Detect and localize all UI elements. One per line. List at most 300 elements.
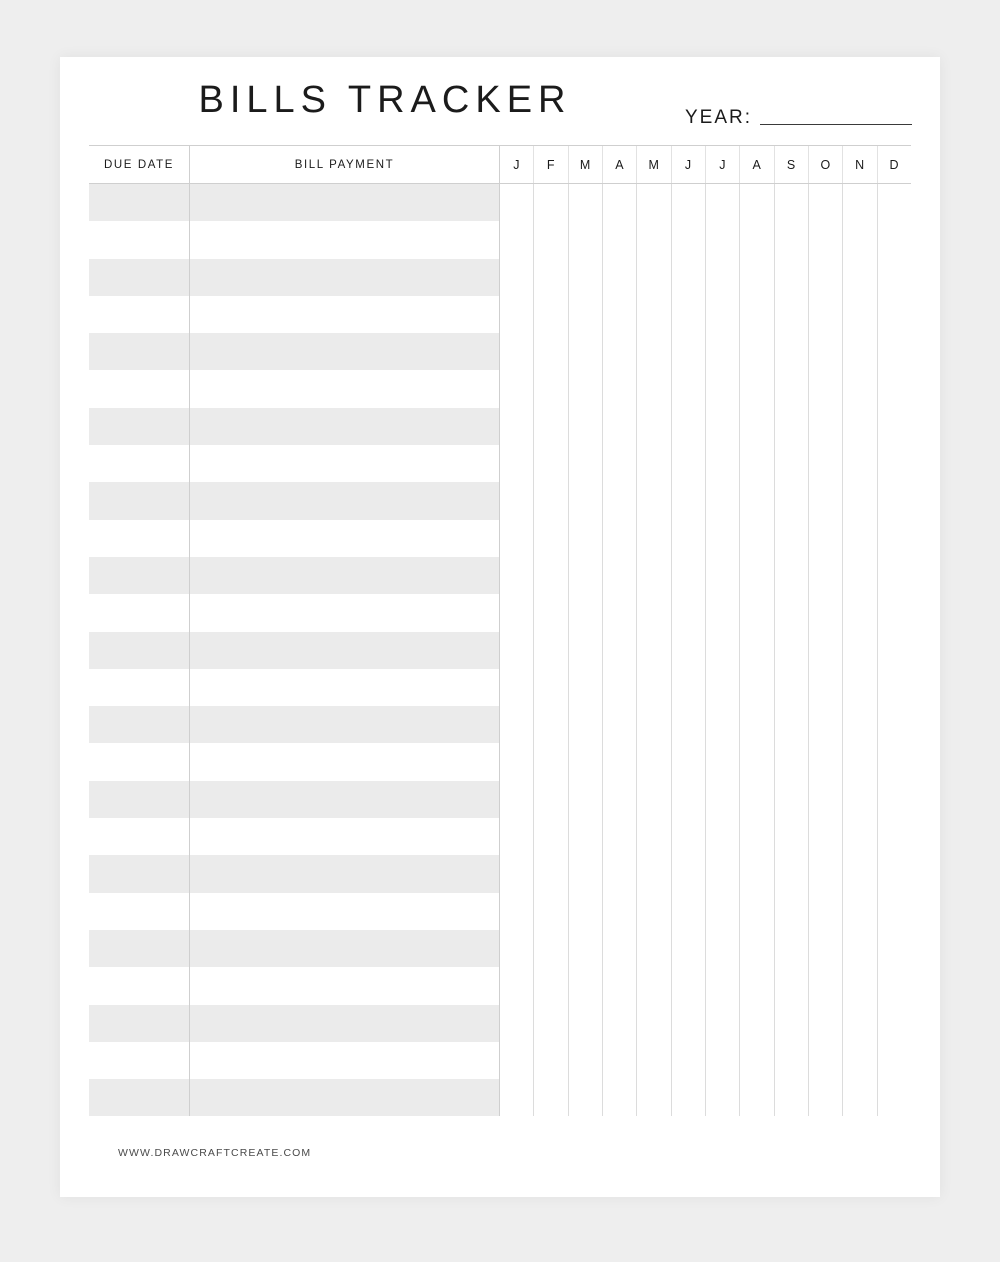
month-checkbox-cell[interactable]	[878, 482, 911, 519]
month-checkbox-cell[interactable]	[809, 445, 843, 482]
month-checkbox-cell[interactable]	[809, 1042, 843, 1079]
month-checkbox-cell[interactable]	[775, 632, 809, 669]
month-checkbox-cell[interactable]	[500, 296, 534, 333]
month-checkbox-cell[interactable]	[740, 333, 774, 370]
month-checkbox-cell[interactable]	[637, 1079, 671, 1116]
month-checkbox-cell[interactable]	[740, 743, 774, 780]
month-checkbox-cell[interactable]	[843, 967, 877, 1004]
month-checkbox-cell[interactable]	[534, 370, 568, 407]
month-checkbox-cell[interactable]	[534, 221, 568, 258]
month-checkbox-cell[interactable]	[534, 482, 568, 519]
month-checkbox-cell[interactable]	[672, 669, 706, 706]
month-checkbox-cell[interactable]	[706, 818, 740, 855]
bill-payment-cell[interactable]	[189, 967, 499, 1004]
month-checkbox-cell[interactable]	[603, 259, 637, 296]
month-checkbox-cell[interactable]	[706, 557, 740, 594]
month-checkbox-cell[interactable]	[637, 594, 671, 631]
month-checkbox-cell[interactable]	[569, 855, 603, 892]
month-checkbox-cell[interactable]	[843, 1042, 877, 1079]
month-checkbox-cell[interactable]	[500, 221, 534, 258]
month-checkbox-cell[interactable]	[603, 1042, 637, 1079]
month-checkbox-cell[interactable]	[569, 520, 603, 557]
bill-payment-cell[interactable]	[189, 818, 499, 855]
month-checkbox-cell[interactable]	[775, 930, 809, 967]
month-checkbox-cell[interactable]	[534, 669, 568, 706]
month-checkbox-cell[interactable]	[706, 1079, 740, 1116]
due-date-cell[interactable]	[89, 370, 189, 407]
month-checkbox-cell[interactable]	[809, 482, 843, 519]
month-checkbox-cell[interactable]	[672, 221, 706, 258]
month-checkbox-cell[interactable]	[603, 557, 637, 594]
month-checkbox-cell[interactable]	[672, 520, 706, 557]
month-checkbox-cell[interactable]	[809, 706, 843, 743]
month-checkbox-cell[interactable]	[740, 594, 774, 631]
month-checkbox-cell[interactable]	[672, 557, 706, 594]
month-checkbox-cell[interactable]	[706, 408, 740, 445]
month-checkbox-cell[interactable]	[740, 855, 774, 892]
month-checkbox-cell[interactable]	[843, 1079, 877, 1116]
month-checkbox-cell[interactable]	[603, 632, 637, 669]
month-checkbox-cell[interactable]	[672, 743, 706, 780]
month-checkbox-cell[interactable]	[740, 557, 774, 594]
bill-payment-cell[interactable]	[189, 930, 499, 967]
month-checkbox-cell[interactable]	[706, 184, 740, 221]
month-checkbox-cell[interactable]	[878, 1079, 911, 1116]
month-checkbox-cell[interactable]	[603, 967, 637, 1004]
month-checkbox-cell[interactable]	[843, 1005, 877, 1042]
month-checkbox-cell[interactable]	[603, 296, 637, 333]
month-checkbox-cell[interactable]	[878, 221, 911, 258]
month-checkbox-cell[interactable]	[878, 594, 911, 631]
month-checkbox-cell[interactable]	[809, 818, 843, 855]
month-checkbox-cell[interactable]	[637, 259, 671, 296]
month-checkbox-cell[interactable]	[706, 296, 740, 333]
month-checkbox-cell[interactable]	[569, 1005, 603, 1042]
month-checkbox-cell[interactable]	[809, 557, 843, 594]
month-checkbox-cell[interactable]	[637, 370, 671, 407]
month-checkbox-cell[interactable]	[706, 893, 740, 930]
due-date-cell[interactable]	[89, 482, 189, 519]
month-checkbox-cell[interactable]	[500, 1079, 534, 1116]
month-checkbox-cell[interactable]	[500, 1005, 534, 1042]
month-checkbox-cell[interactable]	[740, 781, 774, 818]
due-date-cell[interactable]	[89, 743, 189, 780]
month-checkbox-cell[interactable]	[603, 184, 637, 221]
month-checkbox-cell[interactable]	[878, 967, 911, 1004]
month-checkbox-cell[interactable]	[878, 370, 911, 407]
month-checkbox-cell[interactable]	[569, 594, 603, 631]
month-checkbox-cell[interactable]	[775, 706, 809, 743]
month-checkbox-cell[interactable]	[534, 930, 568, 967]
month-checkbox-cell[interactable]	[569, 482, 603, 519]
month-checkbox-cell[interactable]	[534, 520, 568, 557]
month-checkbox-cell[interactable]	[603, 1005, 637, 1042]
month-checkbox-cell[interactable]	[569, 1079, 603, 1116]
month-checkbox-cell[interactable]	[809, 1079, 843, 1116]
month-checkbox-cell[interactable]	[878, 930, 911, 967]
bill-payment-cell[interactable]	[189, 557, 499, 594]
month-checkbox-cell[interactable]	[809, 370, 843, 407]
month-checkbox-cell[interactable]	[809, 333, 843, 370]
month-checkbox-cell[interactable]	[706, 370, 740, 407]
month-checkbox-cell[interactable]	[637, 408, 671, 445]
month-checkbox-cell[interactable]	[637, 818, 671, 855]
month-checkbox-cell[interactable]	[843, 482, 877, 519]
month-checkbox-cell[interactable]	[878, 296, 911, 333]
month-checkbox-cell[interactable]	[534, 781, 568, 818]
month-checkbox-cell[interactable]	[534, 296, 568, 333]
month-checkbox-cell[interactable]	[740, 893, 774, 930]
month-checkbox-cell[interactable]	[637, 781, 671, 818]
month-checkbox-cell[interactable]	[706, 967, 740, 1004]
month-checkbox-cell[interactable]	[500, 408, 534, 445]
month-checkbox-cell[interactable]	[775, 1005, 809, 1042]
bill-payment-cell[interactable]	[189, 893, 499, 930]
month-checkbox-cell[interactable]	[809, 743, 843, 780]
month-checkbox-cell[interactable]	[775, 370, 809, 407]
month-checkbox-cell[interactable]	[672, 184, 706, 221]
month-checkbox-cell[interactable]	[637, 743, 671, 780]
due-date-cell[interactable]	[89, 408, 189, 445]
month-checkbox-cell[interactable]	[672, 259, 706, 296]
month-checkbox-cell[interactable]	[809, 930, 843, 967]
month-checkbox-cell[interactable]	[706, 669, 740, 706]
month-checkbox-cell[interactable]	[672, 632, 706, 669]
month-checkbox-cell[interactable]	[809, 893, 843, 930]
month-checkbox-cell[interactable]	[843, 781, 877, 818]
month-checkbox-cell[interactable]	[843, 259, 877, 296]
month-checkbox-cell[interactable]	[500, 855, 534, 892]
bill-payment-cell[interactable]	[189, 855, 499, 892]
month-checkbox-cell[interactable]	[637, 333, 671, 370]
month-checkbox-cell[interactable]	[672, 967, 706, 1004]
month-checkbox-cell[interactable]	[500, 520, 534, 557]
month-checkbox-cell[interactable]	[672, 930, 706, 967]
month-checkbox-cell[interactable]	[775, 184, 809, 221]
month-checkbox-cell[interactable]	[603, 781, 637, 818]
month-checkbox-cell[interactable]	[569, 408, 603, 445]
month-checkbox-cell[interactable]	[706, 445, 740, 482]
month-checkbox-cell[interactable]	[500, 184, 534, 221]
month-checkbox-cell[interactable]	[740, 520, 774, 557]
month-checkbox-cell[interactable]	[775, 296, 809, 333]
month-checkbox-cell[interactable]	[603, 930, 637, 967]
month-checkbox-cell[interactable]	[843, 855, 877, 892]
month-checkbox-cell[interactable]	[740, 632, 774, 669]
month-checkbox-cell[interactable]	[637, 445, 671, 482]
month-checkbox-cell[interactable]	[603, 333, 637, 370]
month-checkbox-cell[interactable]	[500, 669, 534, 706]
month-checkbox-cell[interactable]	[775, 520, 809, 557]
month-checkbox-cell[interactable]	[775, 1042, 809, 1079]
month-checkbox-cell[interactable]	[637, 632, 671, 669]
bill-payment-cell[interactable]	[189, 594, 499, 631]
bill-payment-cell[interactable]	[189, 184, 499, 221]
month-checkbox-cell[interactable]	[569, 781, 603, 818]
month-checkbox-cell[interactable]	[740, 296, 774, 333]
month-checkbox-cell[interactable]	[809, 967, 843, 1004]
month-checkbox-cell[interactable]	[603, 818, 637, 855]
month-checkbox-cell[interactable]	[706, 632, 740, 669]
month-checkbox-cell[interactable]	[706, 743, 740, 780]
month-checkbox-cell[interactable]	[569, 221, 603, 258]
due-date-cell[interactable]	[89, 221, 189, 258]
month-checkbox-cell[interactable]	[500, 743, 534, 780]
month-checkbox-cell[interactable]	[775, 333, 809, 370]
due-date-cell[interactable]	[89, 930, 189, 967]
month-checkbox-cell[interactable]	[637, 296, 671, 333]
month-checkbox-cell[interactable]	[603, 1079, 637, 1116]
due-date-cell[interactable]	[89, 1079, 189, 1116]
month-checkbox-cell[interactable]	[637, 855, 671, 892]
month-checkbox-cell[interactable]	[672, 445, 706, 482]
month-checkbox-cell[interactable]	[740, 370, 774, 407]
month-checkbox-cell[interactable]	[809, 632, 843, 669]
month-checkbox-cell[interactable]	[500, 893, 534, 930]
bill-payment-cell[interactable]	[189, 482, 499, 519]
month-checkbox-cell[interactable]	[500, 259, 534, 296]
bill-payment-cell[interactable]	[189, 333, 499, 370]
month-checkbox-cell[interactable]	[500, 967, 534, 1004]
month-checkbox-cell[interactable]	[534, 259, 568, 296]
month-checkbox-cell[interactable]	[500, 632, 534, 669]
due-date-cell[interactable]	[89, 557, 189, 594]
month-checkbox-cell[interactable]	[672, 855, 706, 892]
month-checkbox-cell[interactable]	[878, 1042, 911, 1079]
bill-payment-cell[interactable]	[189, 259, 499, 296]
bill-payment-cell[interactable]	[189, 1042, 499, 1079]
month-checkbox-cell[interactable]	[775, 893, 809, 930]
month-checkbox-cell[interactable]	[775, 594, 809, 631]
month-checkbox-cell[interactable]	[809, 1005, 843, 1042]
month-checkbox-cell[interactable]	[740, 221, 774, 258]
month-checkbox-cell[interactable]	[843, 333, 877, 370]
month-checkbox-cell[interactable]	[603, 520, 637, 557]
month-checkbox-cell[interactable]	[706, 221, 740, 258]
due-date-cell[interactable]	[89, 1005, 189, 1042]
month-checkbox-cell[interactable]	[878, 893, 911, 930]
month-checkbox-cell[interactable]	[775, 669, 809, 706]
due-date-cell[interactable]	[89, 333, 189, 370]
month-checkbox-cell[interactable]	[569, 632, 603, 669]
bill-payment-cell[interactable]	[189, 370, 499, 407]
month-checkbox-cell[interactable]	[843, 632, 877, 669]
month-checkbox-cell[interactable]	[740, 1042, 774, 1079]
month-checkbox-cell[interactable]	[500, 370, 534, 407]
month-checkbox-cell[interactable]	[637, 557, 671, 594]
month-checkbox-cell[interactable]	[672, 706, 706, 743]
month-checkbox-cell[interactable]	[637, 184, 671, 221]
month-checkbox-cell[interactable]	[809, 855, 843, 892]
month-checkbox-cell[interactable]	[672, 893, 706, 930]
bill-payment-cell[interactable]	[189, 408, 499, 445]
due-date-cell[interactable]	[89, 1042, 189, 1079]
month-checkbox-cell[interactable]	[569, 743, 603, 780]
month-checkbox-cell[interactable]	[740, 259, 774, 296]
year-input[interactable]	[760, 123, 912, 125]
month-checkbox-cell[interactable]	[740, 482, 774, 519]
month-checkbox-cell[interactable]	[534, 1005, 568, 1042]
month-checkbox-cell[interactable]	[569, 296, 603, 333]
month-checkbox-cell[interactable]	[603, 594, 637, 631]
due-date-cell[interactable]	[89, 594, 189, 631]
month-checkbox-cell[interactable]	[603, 669, 637, 706]
month-checkbox-cell[interactable]	[672, 482, 706, 519]
month-checkbox-cell[interactable]	[706, 520, 740, 557]
month-checkbox-cell[interactable]	[603, 482, 637, 519]
month-checkbox-cell[interactable]	[878, 1005, 911, 1042]
month-checkbox-cell[interactable]	[843, 184, 877, 221]
month-checkbox-cell[interactable]	[603, 221, 637, 258]
month-checkbox-cell[interactable]	[843, 221, 877, 258]
month-checkbox-cell[interactable]	[740, 930, 774, 967]
month-checkbox-cell[interactable]	[534, 594, 568, 631]
month-checkbox-cell[interactable]	[569, 370, 603, 407]
month-checkbox-cell[interactable]	[500, 482, 534, 519]
month-checkbox-cell[interactable]	[878, 520, 911, 557]
month-checkbox-cell[interactable]	[740, 818, 774, 855]
month-checkbox-cell[interactable]	[500, 594, 534, 631]
bill-payment-cell[interactable]	[189, 1005, 499, 1042]
month-checkbox-cell[interactable]	[672, 408, 706, 445]
month-checkbox-cell[interactable]	[672, 370, 706, 407]
month-checkbox-cell[interactable]	[569, 333, 603, 370]
month-checkbox-cell[interactable]	[878, 408, 911, 445]
month-checkbox-cell[interactable]	[569, 1042, 603, 1079]
month-checkbox-cell[interactable]	[878, 706, 911, 743]
due-date-cell[interactable]	[89, 632, 189, 669]
month-checkbox-cell[interactable]	[740, 184, 774, 221]
month-checkbox-cell[interactable]	[500, 1042, 534, 1079]
month-checkbox-cell[interactable]	[775, 818, 809, 855]
month-checkbox-cell[interactable]	[500, 333, 534, 370]
month-checkbox-cell[interactable]	[706, 1005, 740, 1042]
month-checkbox-cell[interactable]	[740, 408, 774, 445]
month-checkbox-cell[interactable]	[672, 1079, 706, 1116]
month-checkbox-cell[interactable]	[534, 855, 568, 892]
month-checkbox-cell[interactable]	[637, 1005, 671, 1042]
month-checkbox-cell[interactable]	[603, 445, 637, 482]
month-checkbox-cell[interactable]	[775, 259, 809, 296]
month-checkbox-cell[interactable]	[637, 482, 671, 519]
month-checkbox-cell[interactable]	[740, 706, 774, 743]
month-checkbox-cell[interactable]	[603, 706, 637, 743]
month-checkbox-cell[interactable]	[569, 930, 603, 967]
month-checkbox-cell[interactable]	[672, 1005, 706, 1042]
due-date-cell[interactable]	[89, 184, 189, 221]
month-checkbox-cell[interactable]	[534, 632, 568, 669]
month-checkbox-cell[interactable]	[843, 520, 877, 557]
month-checkbox-cell[interactable]	[878, 818, 911, 855]
month-checkbox-cell[interactable]	[706, 855, 740, 892]
month-checkbox-cell[interactable]	[500, 930, 534, 967]
month-checkbox-cell[interactable]	[569, 184, 603, 221]
month-checkbox-cell[interactable]	[637, 669, 671, 706]
month-checkbox-cell[interactable]	[534, 184, 568, 221]
month-checkbox-cell[interactable]	[878, 855, 911, 892]
month-checkbox-cell[interactable]	[569, 706, 603, 743]
bill-payment-cell[interactable]	[189, 743, 499, 780]
month-checkbox-cell[interactable]	[569, 259, 603, 296]
due-date-cell[interactable]	[89, 445, 189, 482]
month-checkbox-cell[interactable]	[775, 445, 809, 482]
month-checkbox-cell[interactable]	[843, 669, 877, 706]
month-checkbox-cell[interactable]	[534, 445, 568, 482]
month-checkbox-cell[interactable]	[534, 706, 568, 743]
month-checkbox-cell[interactable]	[706, 781, 740, 818]
month-checkbox-cell[interactable]	[637, 930, 671, 967]
month-checkbox-cell[interactable]	[706, 930, 740, 967]
month-checkbox-cell[interactable]	[672, 333, 706, 370]
month-checkbox-cell[interactable]	[740, 967, 774, 1004]
month-checkbox-cell[interactable]	[775, 408, 809, 445]
due-date-cell[interactable]	[89, 706, 189, 743]
month-checkbox-cell[interactable]	[706, 594, 740, 631]
bill-payment-cell[interactable]	[189, 1079, 499, 1116]
month-checkbox-cell[interactable]	[740, 445, 774, 482]
month-checkbox-cell[interactable]	[637, 706, 671, 743]
month-checkbox-cell[interactable]	[637, 520, 671, 557]
month-checkbox-cell[interactable]	[775, 967, 809, 1004]
month-checkbox-cell[interactable]	[534, 893, 568, 930]
due-date-cell[interactable]	[89, 520, 189, 557]
month-checkbox-cell[interactable]	[775, 482, 809, 519]
month-checkbox-cell[interactable]	[843, 930, 877, 967]
month-checkbox-cell[interactable]	[706, 706, 740, 743]
month-checkbox-cell[interactable]	[775, 1079, 809, 1116]
due-date-cell[interactable]	[89, 781, 189, 818]
bill-payment-cell[interactable]	[189, 445, 499, 482]
month-checkbox-cell[interactable]	[603, 743, 637, 780]
month-checkbox-cell[interactable]	[569, 818, 603, 855]
month-checkbox-cell[interactable]	[534, 557, 568, 594]
month-checkbox-cell[interactable]	[809, 221, 843, 258]
month-checkbox-cell[interactable]	[809, 594, 843, 631]
month-checkbox-cell[interactable]	[843, 445, 877, 482]
month-checkbox-cell[interactable]	[843, 743, 877, 780]
month-checkbox-cell[interactable]	[706, 259, 740, 296]
bill-payment-cell[interactable]	[189, 781, 499, 818]
month-checkbox-cell[interactable]	[534, 408, 568, 445]
month-checkbox-cell[interactable]	[775, 781, 809, 818]
due-date-cell[interactable]	[89, 855, 189, 892]
month-checkbox-cell[interactable]	[809, 184, 843, 221]
bill-payment-cell[interactable]	[189, 706, 499, 743]
month-checkbox-cell[interactable]	[500, 445, 534, 482]
month-checkbox-cell[interactable]	[603, 408, 637, 445]
month-checkbox-cell[interactable]	[500, 818, 534, 855]
month-checkbox-cell[interactable]	[500, 706, 534, 743]
month-checkbox-cell[interactable]	[878, 259, 911, 296]
month-checkbox-cell[interactable]	[672, 781, 706, 818]
due-date-cell[interactable]	[89, 296, 189, 333]
month-checkbox-cell[interactable]	[878, 669, 911, 706]
month-checkbox-cell[interactable]	[637, 1042, 671, 1079]
due-date-cell[interactable]	[89, 259, 189, 296]
month-checkbox-cell[interactable]	[672, 1042, 706, 1079]
month-checkbox-cell[interactable]	[500, 557, 534, 594]
month-checkbox-cell[interactable]	[809, 669, 843, 706]
month-checkbox-cell[interactable]	[775, 221, 809, 258]
month-checkbox-cell[interactable]	[740, 669, 774, 706]
due-date-cell[interactable]	[89, 818, 189, 855]
month-checkbox-cell[interactable]	[637, 893, 671, 930]
month-checkbox-cell[interactable]	[603, 893, 637, 930]
month-checkbox-cell[interactable]	[740, 1079, 774, 1116]
month-checkbox-cell[interactable]	[809, 520, 843, 557]
month-checkbox-cell[interactable]	[843, 557, 877, 594]
bill-payment-cell[interactable]	[189, 669, 499, 706]
